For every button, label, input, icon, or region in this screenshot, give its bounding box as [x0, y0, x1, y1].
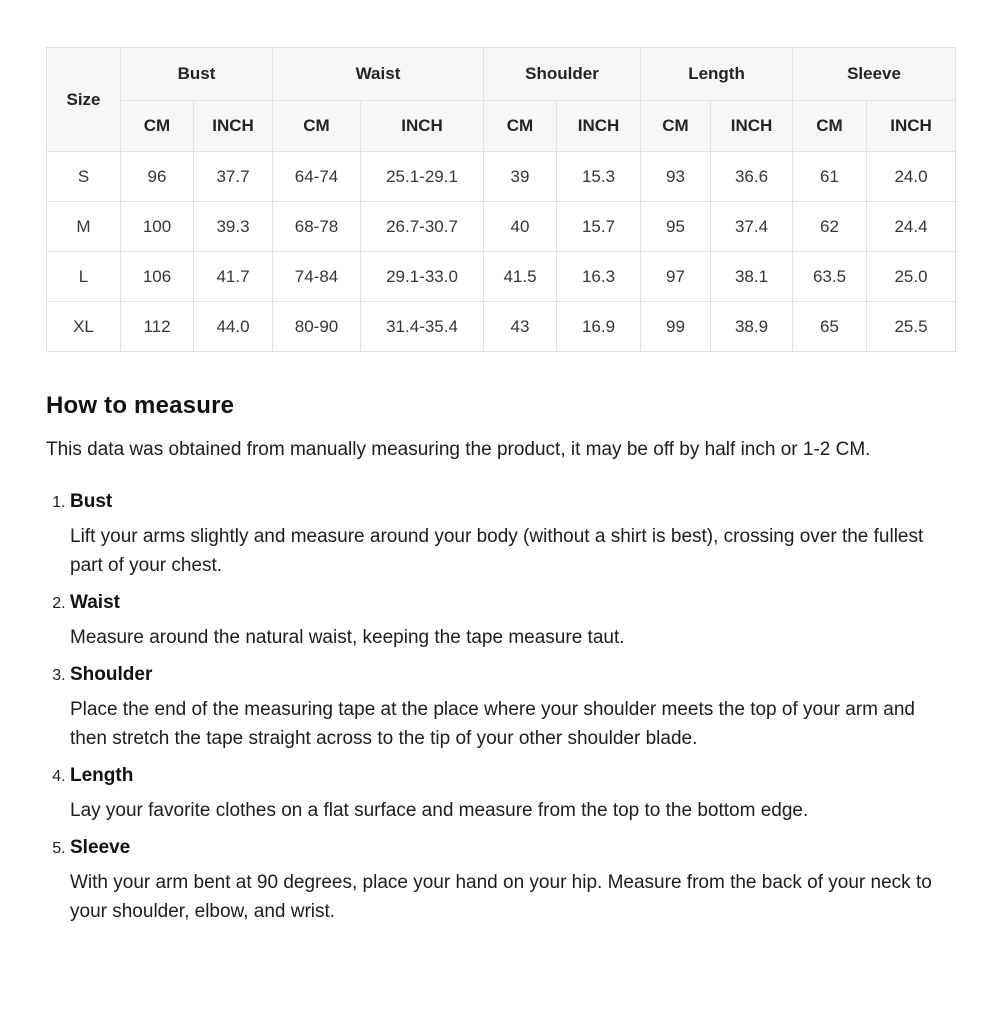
- value-cell: 24.0: [867, 152, 956, 202]
- measure-step-shoulder: [70, 663, 955, 753]
- unit-header-bust-inch: INCH: [194, 101, 273, 152]
- step-description: Lift your arms slightly and measure around your body (without a shirt is best), crossing over the fullest part of your chest.: [70, 526, 924, 576]
- value-cell: 25.5: [867, 302, 956, 352]
- size-cell: M: [47, 202, 121, 252]
- column-header-size: Size: [47, 48, 121, 152]
- value-cell: 39.3: [194, 202, 273, 252]
- step-term: 1. Bust: [70, 491, 113, 512]
- table-group-header-row: [47, 48, 956, 101]
- size-cell: S: [47, 152, 121, 202]
- unit-header-shoulder-cm: CM: [484, 101, 557, 152]
- unit-header-sleeve-cm: CM: [793, 101, 867, 152]
- value-cell: 37.7: [194, 152, 273, 202]
- table-row: [47, 202, 956, 252]
- value-cell: 100: [121, 202, 194, 252]
- table-row: [47, 302, 956, 352]
- value-cell: 25.1-29.1: [361, 152, 484, 202]
- column-group-waist: Waist: [273, 48, 484, 101]
- value-cell: 68-78: [273, 202, 361, 252]
- value-cell: 24.4: [867, 202, 956, 252]
- value-cell: 38.1: [711, 252, 793, 302]
- table-row: [47, 252, 956, 302]
- value-cell: 41.5: [484, 252, 557, 302]
- value-cell: 80-90: [273, 302, 361, 352]
- table-row: [47, 152, 956, 202]
- value-cell: 38.9: [711, 302, 793, 352]
- column-group-bust: Bust: [121, 48, 273, 101]
- value-cell: 96: [121, 152, 194, 202]
- unit-header-bust-cm: CM: [121, 101, 194, 152]
- step-term: 2. Waist: [70, 592, 120, 613]
- measure-step-waist: [70, 591, 955, 652]
- value-cell: 95: [641, 202, 711, 252]
- step-description: Place the end of the measuring tape at the place where your shoulder meets the top of your arm and then stretch the tape straight across to the tip of your other shoulder blade.: [70, 699, 915, 749]
- step-description: Measure around the natural waist, keeping the tape measure taut.: [70, 627, 625, 648]
- value-cell: 25.0: [867, 252, 956, 302]
- unit-header-waist-cm: CM: [273, 101, 361, 152]
- value-cell: 64-74: [273, 152, 361, 202]
- value-cell: 74-84: [273, 252, 361, 302]
- step-term: 4. Length: [70, 765, 134, 786]
- value-cell: 106: [121, 252, 194, 302]
- section-title: How to measure: [46, 392, 235, 419]
- step-term: 3. Shoulder: [70, 664, 153, 685]
- column-group-length: Length: [641, 48, 793, 101]
- how-to-measure-section: [46, 392, 955, 926]
- value-cell: 40: [484, 202, 557, 252]
- value-cell: 15.3: [557, 152, 641, 202]
- value-cell: 112: [121, 302, 194, 352]
- value-cell: 37.4: [711, 202, 793, 252]
- measure-step-bust: [70, 490, 955, 580]
- step-term: 5. Sleeve: [70, 837, 131, 858]
- measure-steps-list: [46, 490, 955, 926]
- measure-step-length: [70, 764, 955, 825]
- step-description: With your arm bent at 90 degrees, place your hand on your hip. Measure from the back of your neck to your shoulder, elbow, and wrist.: [70, 872, 932, 922]
- value-cell: 43: [484, 302, 557, 352]
- table-unit-header-row: [47, 101, 956, 152]
- column-group-shoulder: Shoulder: [484, 48, 641, 101]
- value-cell: 26.7-30.7: [361, 202, 484, 252]
- size-chart-table: [46, 47, 956, 352]
- value-cell: 61: [793, 152, 867, 202]
- unit-header-sleeve-inch: INCH: [867, 101, 956, 152]
- value-cell: 44.0: [194, 302, 273, 352]
- value-cell: 15.7: [557, 202, 641, 252]
- value-cell: 93: [641, 152, 711, 202]
- unit-header-length-inch: INCH: [711, 101, 793, 152]
- value-cell: 41.7: [194, 252, 273, 302]
- value-cell: 39: [484, 152, 557, 202]
- value-cell: 97: [641, 252, 711, 302]
- unit-header-length-cm: CM: [641, 101, 711, 152]
- value-cell: 16.9: [557, 302, 641, 352]
- value-cell: 65: [793, 302, 867, 352]
- column-group-sleeve: Sleeve: [793, 48, 956, 101]
- value-cell: 63.5: [793, 252, 867, 302]
- value-cell: 29.1-33.0: [361, 252, 484, 302]
- value-cell: 62: [793, 202, 867, 252]
- step-description: Lay your favorite clothes on a flat surface and measure from the top to the bottom edge.: [70, 800, 809, 821]
- size-cell: XL: [47, 302, 121, 352]
- unit-header-shoulder-inch: INCH: [557, 101, 641, 152]
- unit-header-waist-inch: INCH: [361, 101, 484, 152]
- size-cell: L: [47, 252, 121, 302]
- value-cell: 16.3: [557, 252, 641, 302]
- measure-step-sleeve: [70, 836, 955, 926]
- value-cell: 31.4-35.4: [361, 302, 484, 352]
- value-cell: 99: [641, 302, 711, 352]
- measure-disclaimer: This data was obtained from manually measuring the product, it may be off by half inch or 1-2 CM.: [46, 439, 871, 460]
- value-cell: 36.6: [711, 152, 793, 202]
